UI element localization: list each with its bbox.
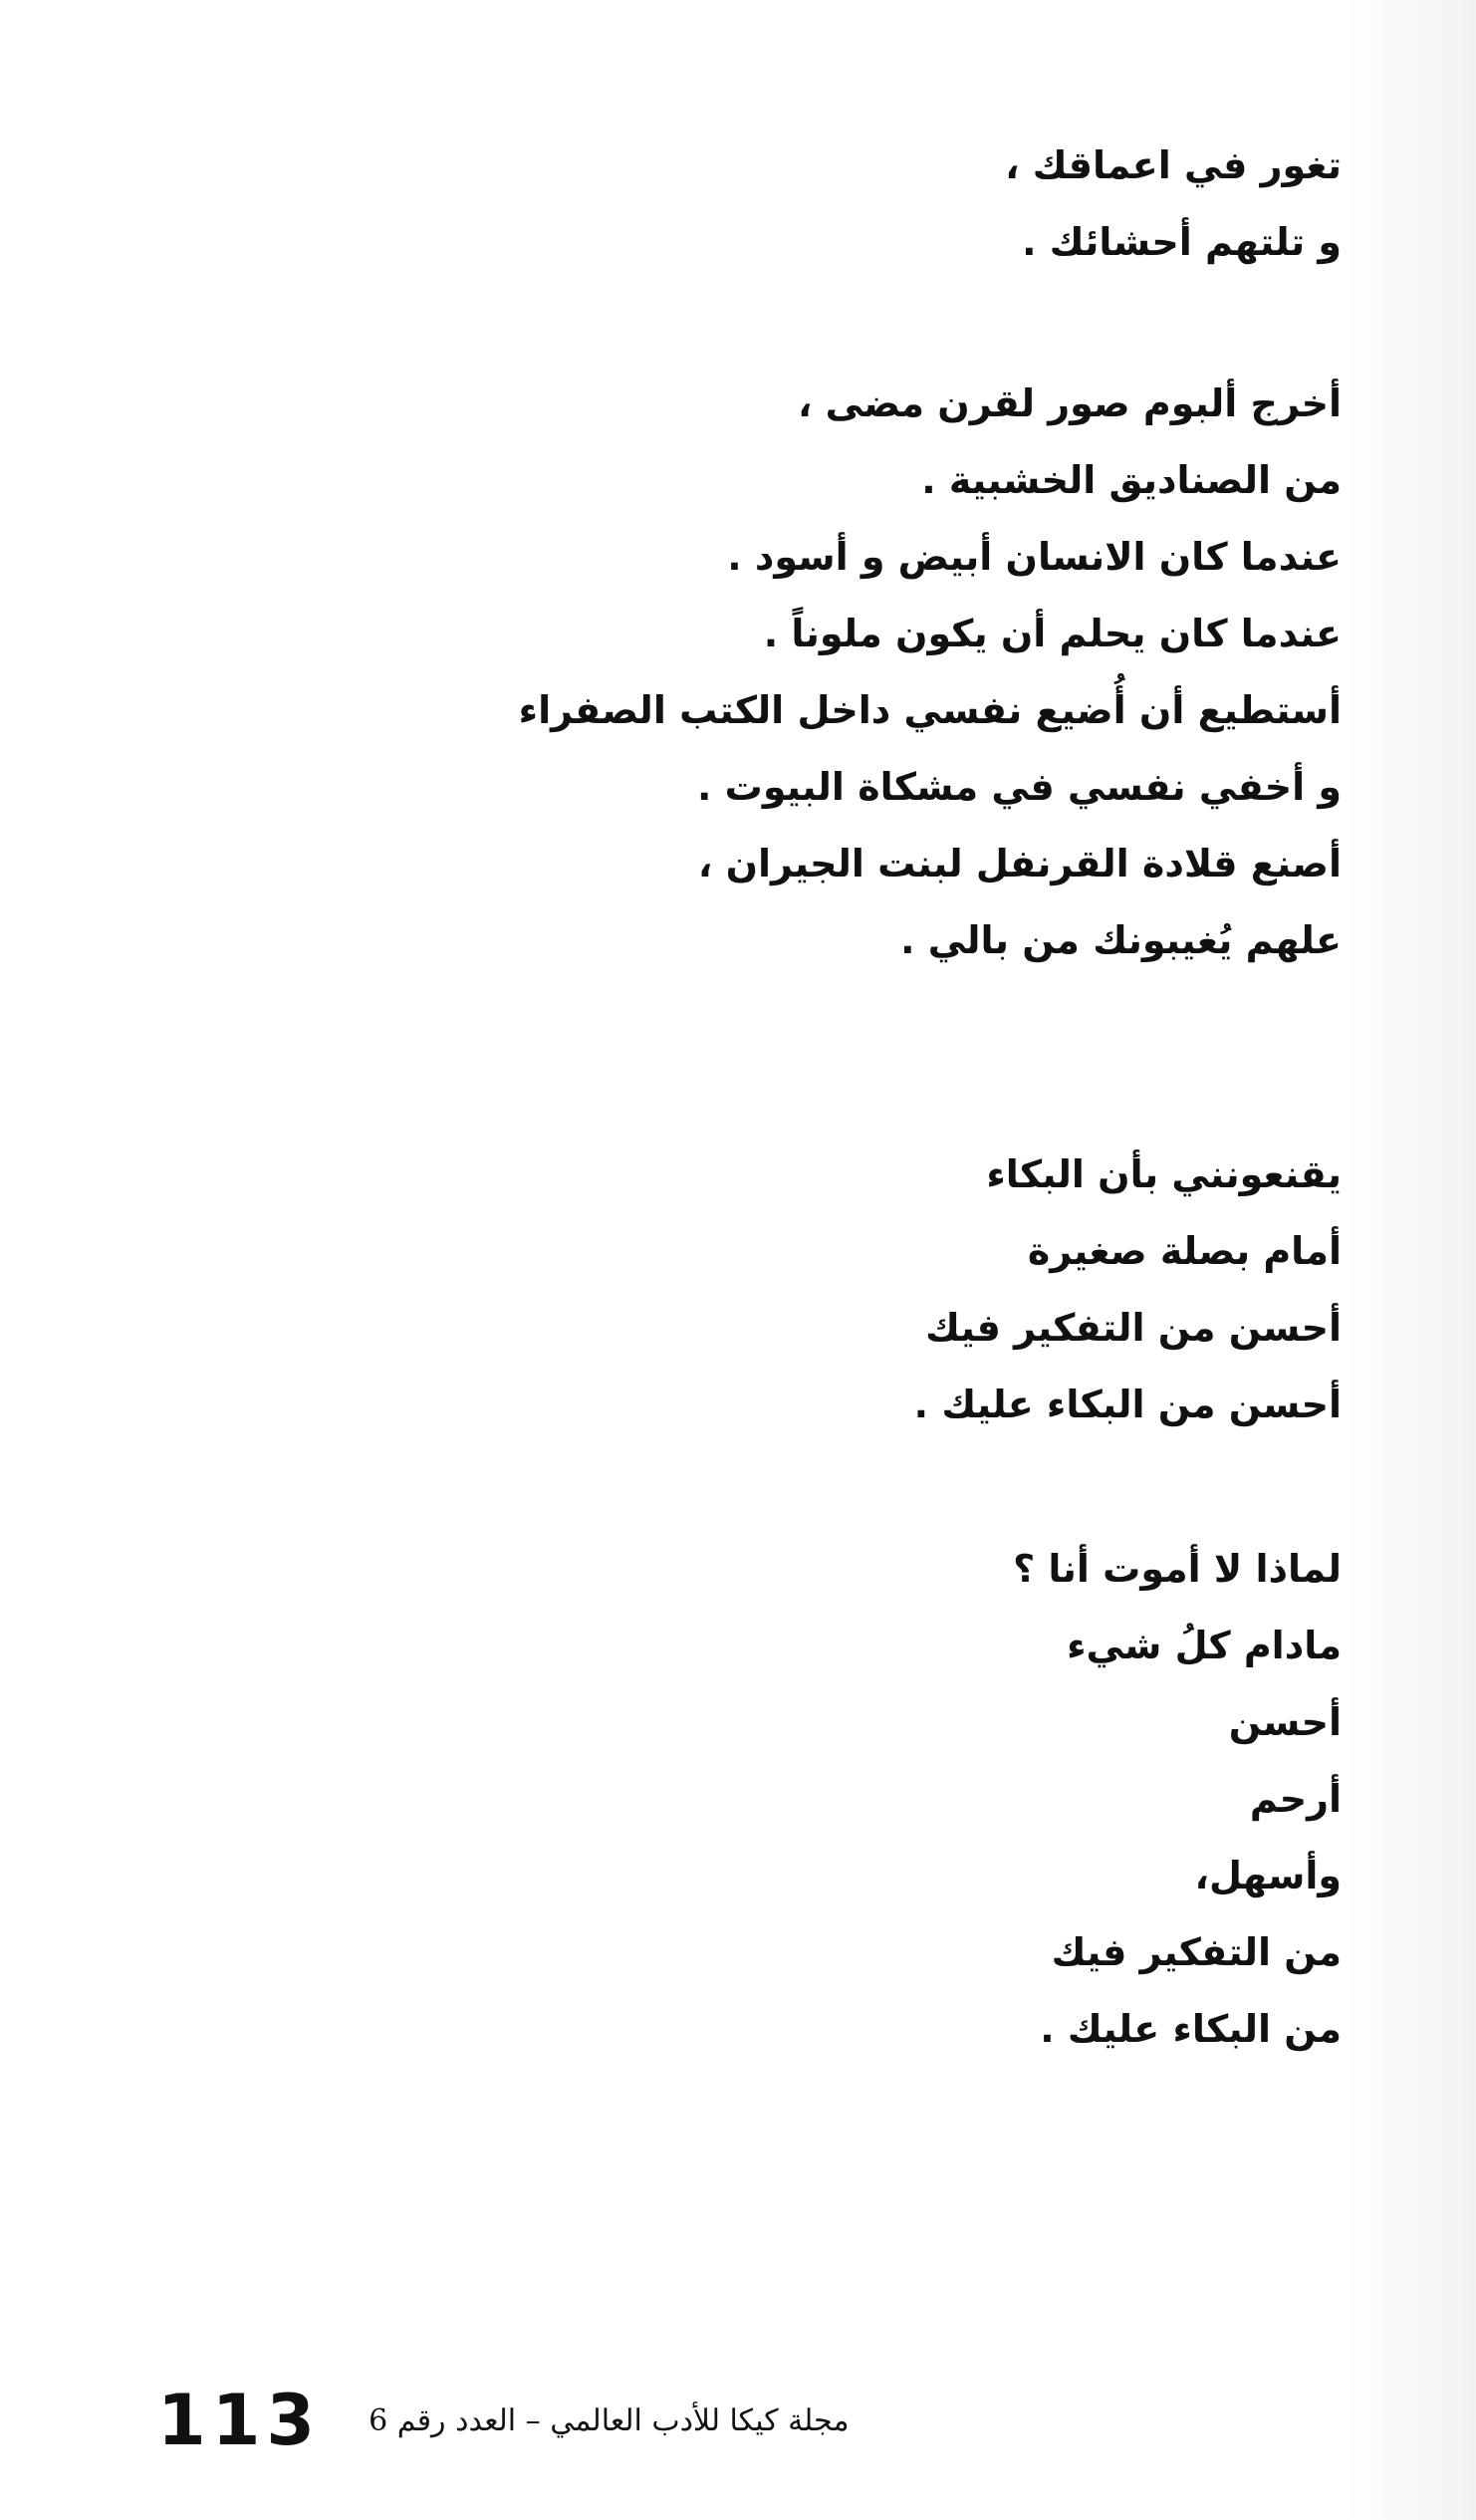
stanza-1	[445, 127, 1342, 281]
poem-line: وأسهل،	[1194, 1854, 1342, 1897]
poem-line: تغور في اعماقك ،	[1005, 143, 1342, 187]
poem-line: أصنع قلادة القرنفل لبنت الجيران ،	[697, 842, 1342, 885]
stanza-4	[445, 1531, 1342, 2068]
stanza-gap	[445, 979, 1342, 1136]
poem-line: أمام بصلة صغيرة	[1027, 1229, 1342, 1273]
poem-line: و أخفي نفسي في مشكاة البيوت .	[696, 765, 1342, 809]
poem-body	[445, 127, 1342, 2068]
journal-name: مجلة كيكا للأدب العالمي – العدد رقم 6	[369, 2402, 850, 2438]
poem-line: أحسن	[1228, 1700, 1342, 1744]
poem-line: أخرج ألبوم صور لقرن مضى ،	[797, 381, 1342, 425]
poem-line: أرحم	[1249, 1777, 1342, 1821]
poem-line: علهم يُغيبونك من بالي .	[900, 918, 1342, 962]
poem-line: و تلتهم أحشائك .	[1022, 220, 1342, 264]
poem-line: من البكاء عليك .	[1040, 2007, 1342, 2051]
poem-line: لماذا لا أموت أنا ؟	[1013, 1547, 1342, 1591]
stanza-gap	[445, 1443, 1342, 1531]
stanza-3	[445, 1136, 1342, 1443]
poem-line: من التفكير فيك	[1051, 1930, 1342, 1974]
page-footer	[157, 2376, 850, 2465]
poem-line: عندما كان الانسان أبيض و أسود .	[727, 535, 1342, 579]
poem-line: عندما كان يحلم أن يكون ملوناً .	[763, 612, 1342, 655]
poem-line: أستطيع أن أُضيع نفسي داخل الكتب الصفراء	[518, 688, 1342, 732]
poem-line: من الصناديق الخشبية .	[921, 458, 1342, 502]
poem-line: أحسن من البكاء عليك .	[913, 1383, 1342, 1426]
page-edge-shadow	[1347, 0, 1476, 2520]
poem-line: يقنعونني بأن البكاء	[986, 1152, 1342, 1196]
page-number: 113	[157, 2380, 322, 2461]
stanza-gap	[445, 281, 1342, 366]
poem-line: أحسن من التفكير فيك	[925, 1306, 1342, 1350]
stanza-2	[445, 366, 1342, 979]
poem-line: مادام كلُ شيء	[1067, 1624, 1342, 1667]
